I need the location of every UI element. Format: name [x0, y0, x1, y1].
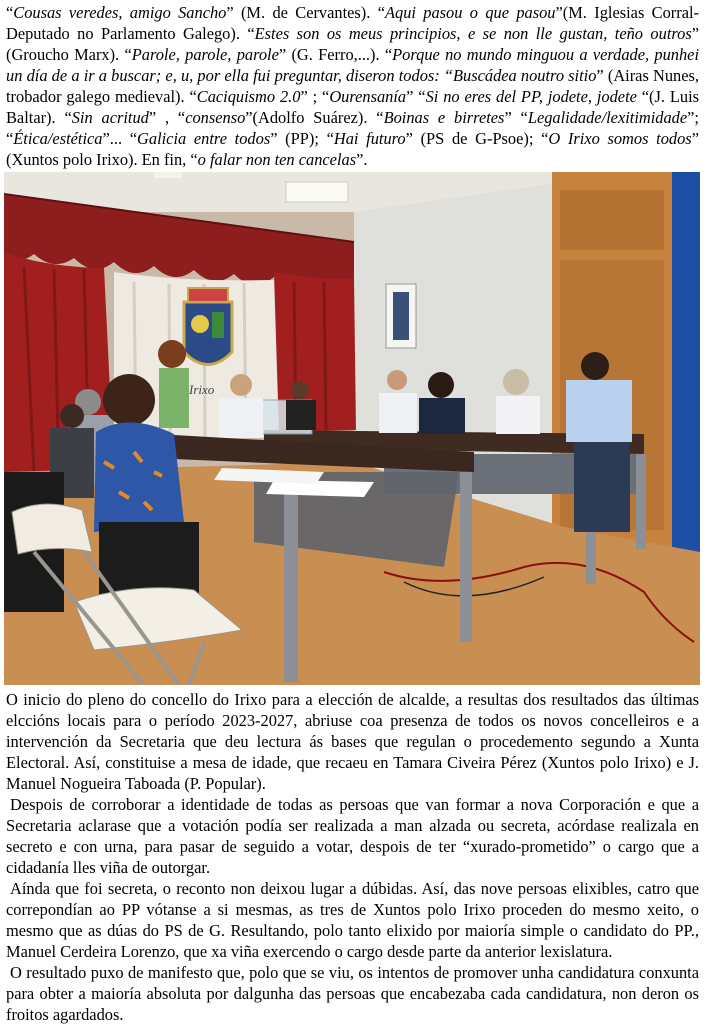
- attribution-text: ” (PS de G-Psoe); “: [405, 129, 549, 148]
- quote-text: Parole, parole, parole: [131, 45, 279, 64]
- attribution-text: ” “: [504, 108, 528, 127]
- quote-text: Cousas veredes, amigo Sancho: [13, 3, 227, 22]
- article-paragraph: Despois de corroborar a identidade de todas as persoas que van formar a nova Corporación e que a Secretaria aclarase que a votación podía ser realizada a man alzada ou secreta, acórdase realizala en secreto e con urna, para pasar de seguido a votar, despois de ter “xurado-prometido” o cargo que a cidadanía lles viña de outorgar.: [6, 795, 699, 877]
- attribution-text: ”... “: [102, 129, 138, 148]
- attribution-text: ” “: [406, 87, 426, 106]
- attribution-text: ” (Groucho Marx). “: [6, 24, 699, 64]
- quote-text: Ourensanía: [329, 87, 407, 106]
- crest-caption: Irixo: [189, 382, 215, 397]
- quote-text: Legalidade/lexitimidade: [527, 108, 688, 127]
- quote-text: Galicia entre todos: [137, 129, 271, 148]
- attribution-text: ” ; “: [300, 87, 330, 106]
- quote-text: Caciquismo 2.0: [196, 87, 301, 106]
- council-session-photo: [4, 172, 700, 685]
- quote-text: Estes son os meus principios, e se non lle gustan, teño outros: [254, 24, 692, 43]
- attribution-text: ” (Airas Nunes, trobador galego medieval). “: [6, 66, 699, 106]
- attribution-text: ” (G. Ferro,...). “: [278, 45, 393, 64]
- quote-text: Porque no mundo minguou a verdade, punhei un día de a ir a buscar; e, u, por ella fui preguntar, diseron todos: “Buscádea noutro sitio: [6, 45, 699, 85]
- quote-text: Boinas e birretes: [383, 108, 505, 127]
- quote-text: Si no eres del PP, jodete, jodete: [425, 87, 637, 106]
- attribution-text: ” (Xuntos polo Irixo). En fin, “: [6, 129, 699, 169]
- attribution-text: “(J. Luis Baltar). “: [6, 87, 700, 127]
- quote-text: O Irixo somos todos: [548, 129, 692, 148]
- article-paragraph: O inicio do pleno do concello do Irixo para a elección de alcalde, a resultas dos resultados das últimas elccións locais para o período 2023-2027, abriuse coa presenza de todos os novos concelleiros e a intervención da Secretaria que deu lectura ás bases que regulan o procedemento segundo a Xunta Electoral. Así, constituise a mesa de idade, que recaeu en Tamara Civeira Pérez (Xuntos polo Irixo) e J. Manuel Nogueira Taboada (P. Popular).: [6, 690, 699, 793]
- article-paragraph: Aínda que foi secreta, o reconto non deixou lugar a dúbidas. Así, das nove persoas elixibles, catro que correpondían ao PP vótanse a si mesmas, as tres de Xuntos polo Irixo proceden do mesmo xeito, o mesmo que as dúas do PS de G. Resultando, polo tanto elixido por maioría simple o candidato do PP., Manuel Cerdeira Lorenzo, que xa viña exercendo o cargo desde parte da anterior lexislatura.: [6, 879, 699, 961]
- attribution-text: “: [6, 3, 14, 22]
- quote-text: Hai futuro: [333, 129, 406, 148]
- article-paragraph: O resultado puxo de manifesto que, polo que se viu, os intentos de promover unha candidatura conxunta para obter a maioría absoluta por dalgunha das persoas que encabezaba cada candidatura, non deron os froitos agardados.: [6, 963, 699, 1024]
- quote-text: Aqui pasou o que pasou: [384, 3, 556, 22]
- quote-text: Sin acritud: [71, 108, 149, 127]
- quote-text: o falar non ten cancelas: [197, 150, 357, 169]
- crest-icon: [184, 288, 232, 365]
- attribution-text: ”(Adolfo Suárez). “: [245, 108, 384, 127]
- article-body: [6, 689, 699, 1025]
- quote-text: Ética/estética: [13, 129, 103, 148]
- attribution-text: ”(M. Iglesias Corral- Deputado no Parlamento Galego). “: [6, 3, 699, 43]
- attribution-text: ”; “: [6, 108, 699, 148]
- attribution-text: ” (M. de Cervantes). “: [226, 3, 385, 22]
- intro-quotes-paragraph: [6, 2, 699, 170]
- attribution-text: ”.: [356, 150, 368, 169]
- attribution-text: ” (PP); “: [270, 129, 334, 148]
- quote-text: consenso: [185, 108, 246, 127]
- attribution-text: ” , “: [148, 108, 186, 127]
